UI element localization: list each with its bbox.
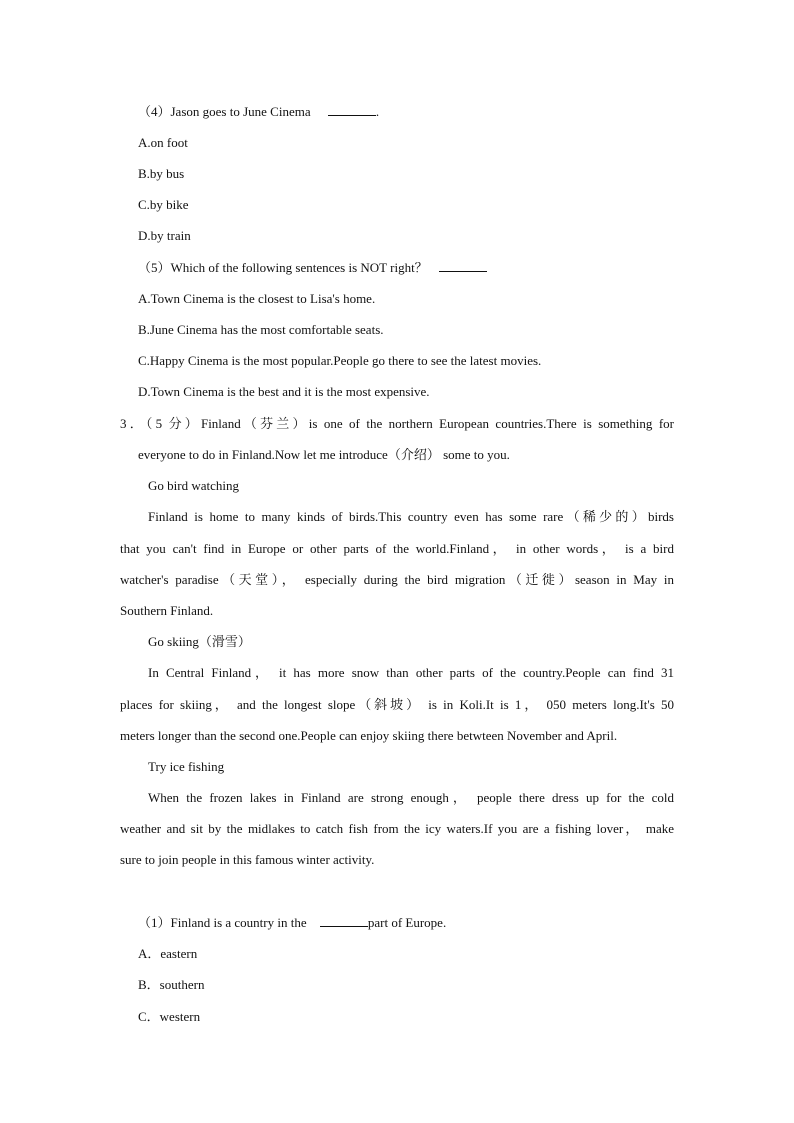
section-heading-ice-fishing: Try ice fishing: [148, 759, 225, 774]
q4-stem-tail: .: [375, 104, 380, 119]
q4-option-a[interactable]: A.on foot: [138, 135, 188, 150]
q4-stem: [138, 103, 379, 121]
q3-1-stem: [138, 914, 446, 932]
q4-stem-text: （4）Jason goes to June Cinema: [138, 104, 311, 119]
q3-1-answer-blank[interactable]: [320, 914, 368, 927]
section-heading-skiing: Go skiing（滑雪）: [148, 634, 251, 649]
passage-line: watcher's paradise（天堂）， especially during the bird migration（迁徙）season in May in: [120, 572, 674, 587]
q5-option-a[interactable]: A.Town Cinema is the closest to Lisa's home.: [138, 291, 376, 306]
q3-1-option-b[interactable]: B．southern: [138, 977, 205, 992]
q3-intro-line-1: 3．（5 分）Finland（芬兰）is one of the northern European countries.There is something for: [120, 416, 674, 431]
section-heading-bird-watching: Go bird watching: [148, 478, 239, 493]
passage-line: places for skiing， and the longest slope（斜坡） is in Koli.It is 1， 050 meters long.It's 50: [120, 697, 674, 712]
q3-intro-line-2: everyone to do in Finland.Now let me introduce（介绍） some to you.: [138, 447, 510, 462]
q5-stem-text: （5）Which of the following sentences is NOT right？: [138, 260, 428, 275]
q3-1-option-a[interactable]: A．eastern: [138, 946, 198, 961]
passage-line: meters longer than the second one.People can enjoy skiing there betwteen November and April.: [120, 728, 618, 743]
q4-option-d[interactable]: D.by train: [138, 228, 191, 243]
q5-option-b[interactable]: B.June Cinema has the most comfortable seats.: [138, 322, 384, 337]
passage-line: that you can't find in Europe or other parts of the world.Finland， in other words， is a bird: [120, 541, 674, 556]
q3-1-option-c[interactable]: C．western: [138, 1009, 201, 1024]
q4-answer-blank[interactable]: [328, 103, 376, 116]
q4-option-c[interactable]: C.by bike: [138, 197, 189, 212]
q5-option-d[interactable]: D.Town Cinema is the best and it is the most expensive.: [138, 384, 430, 399]
q3-1-stem-tail: part of Europe.: [367, 915, 447, 930]
passage-line: When the frozen lakes in Finland are strong enough， people there dress up for the cold: [148, 790, 674, 805]
q5-option-c[interactable]: C.Happy Cinema is the most popular.People go there to see the latest movies.: [138, 353, 542, 368]
q4-option-b[interactable]: B.by bus: [138, 166, 185, 181]
q5-stem: [138, 259, 487, 277]
passage-line: Southern Finland.: [120, 603, 214, 618]
passage-line: Finland is home to many kinds of birds.This country even has some rare（稀少的）birds: [148, 509, 674, 524]
passage-line: In Central Finland， it has more snow than other parts of the country.People can find 31: [148, 665, 674, 680]
q5-answer-blank[interactable]: [439, 259, 487, 272]
passage-line: sure to join people in this famous winter activity.: [120, 852, 375, 867]
q3-1-stem-text: （1）Finland is a country in the: [138, 915, 307, 930]
passage-line: weather and sit by the midlakes to catch fish from the icy waters.If you are a fishing lover， make: [120, 821, 674, 836]
